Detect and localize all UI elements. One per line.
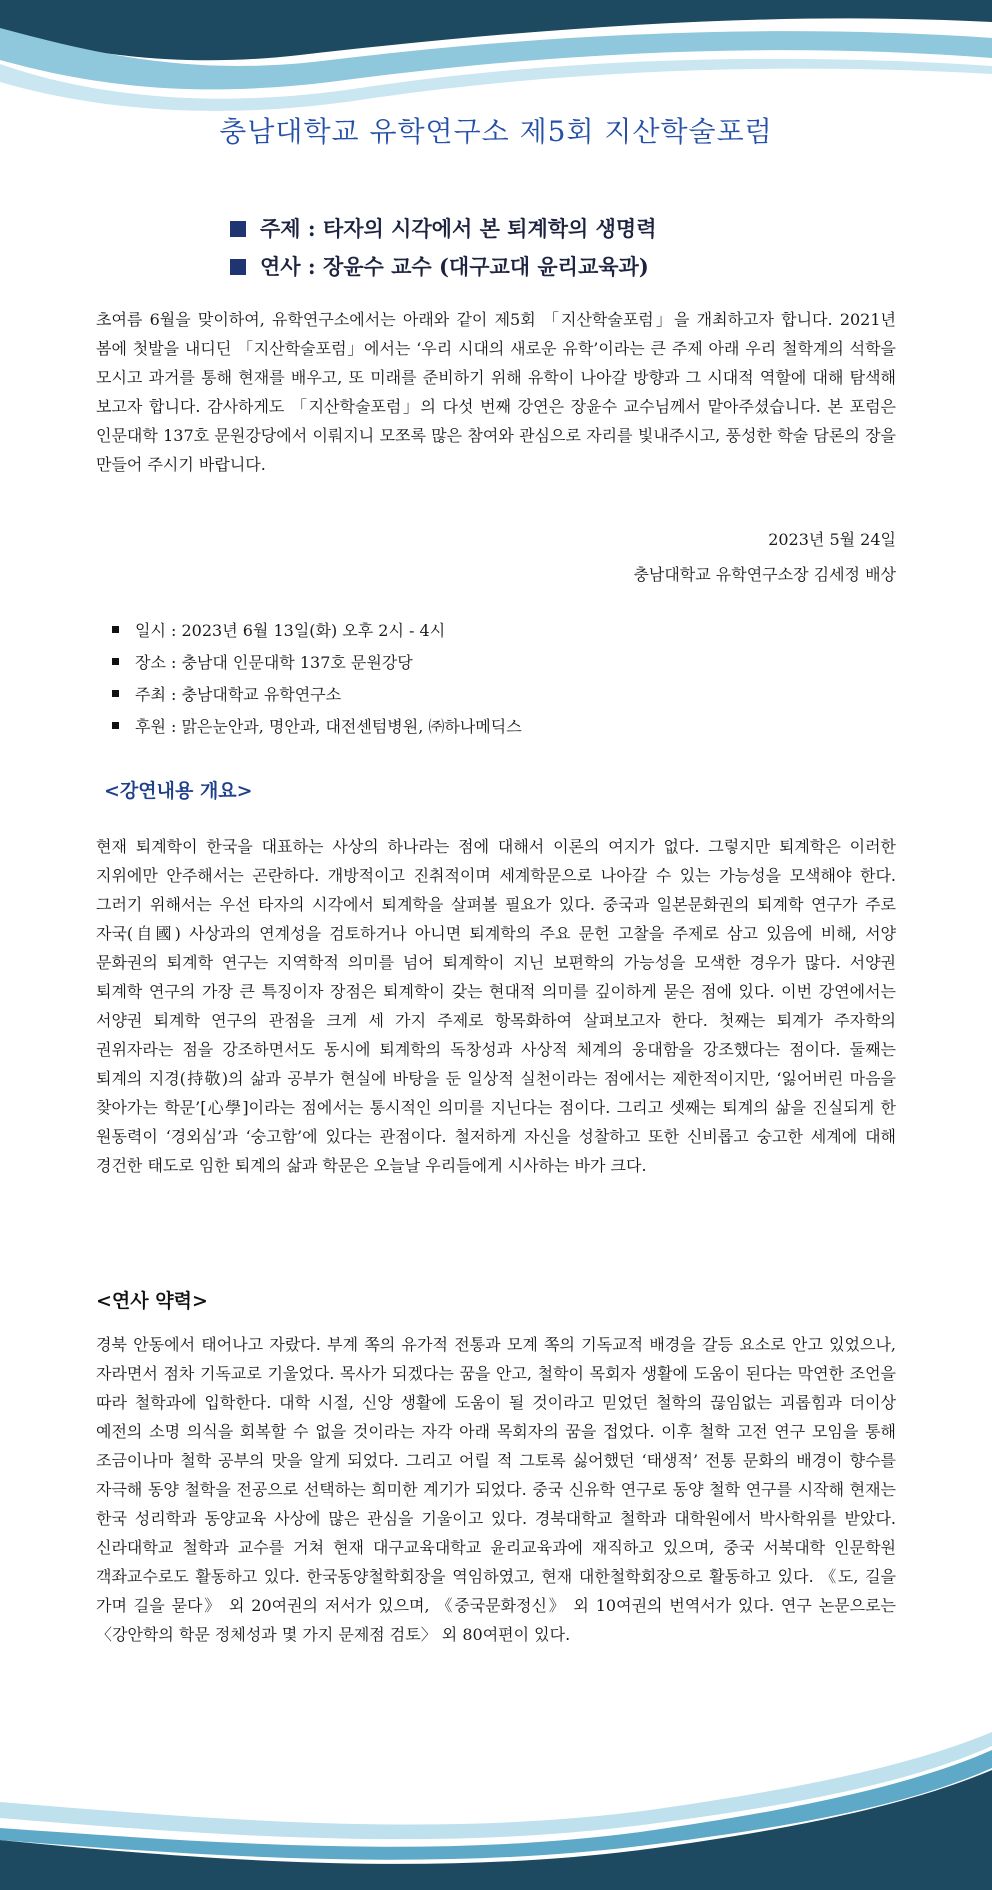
event-info-list: [112, 616, 522, 744]
bullet-icon: [112, 722, 119, 729]
list-item: 장소 : 충남대 인문대학 137호 문원강당: [112, 648, 522, 680]
topic-line: [230, 210, 656, 248]
letter-sender: 충남대학교 유학연구소장 김세정 배상: [633, 565, 896, 584]
list-item: 일시 : 2023년 6월 13일(화) 오후 2시 - 4시: [112, 616, 522, 648]
lecture-heading: <강연내용 개요>: [104, 780, 253, 802]
bullet-icon: [112, 658, 119, 665]
subject-block: [230, 210, 656, 286]
bullet-icon: [112, 690, 119, 697]
list-item: 주최 : 충남대학교 유학연구소: [112, 680, 522, 712]
speaker-text: 연사 : 장윤수 교수 (대구교대 윤리교육과): [260, 254, 649, 279]
topic-text: 주제 : 타자의 시각에서 본 퇴계학의 생명력: [260, 216, 657, 241]
square-bullet-icon: [230, 259, 246, 275]
speaker-line: [230, 248, 656, 286]
bio-paragraph: 경북 안동에서 태어나고 자랐다. 부계 쪽의 유가적 전통과 모계 쪽의 기독교적 배경을 갈등 요소로 안고 있었으나, 자라면서 점차 기독교로 기울었다. 목사가 되겠다는 꿈을 안고, 철학이 목회자 생활에 도움이 된다는 막연한 조언을 따라 철학과에 입학한다. 대학 시절, 신앙 생활에 도움이 될 것이라고 믿었던 철학의 끊임없는 괴롭힘과 더이상 예전의 소명 의식을 회복할 수 없을 것이라는 자각 아래 목회자의 꿈을 접었다. 이후 철학 고전 연구 모임을 통해 조금이나마 철학 공부의 맛을 알게 되었다. 그리고 어릴 적 그토록 싫어했던 ‘태생적’ 전통 문화의 배경이 향수를 자극해 동양 철학을 전공으로 선택하는 희미한 계기가 되었다. 중국 신유학 연구로 동양 철학 연구를 시작해 현재는 한국 성리학과 동양교육 사상에 많은 관심을 기울이고 있다. 경북대학교 철학과 대학원에서 박사학위를 받았다. 신라대학교 철학과 교수를 거쳐 현재 대구교육대학교 윤리교육과에 재직하고 있으며, 중국 서북대학 인문학원 객좌교수로도 활동하고 있다. 한국동양철학회장을 역임하였고, 현재 대한철학회장으로 활동하고 있다. 《도, 길을 가며 길을 묻다》 외 20여권의 저서가 있으며, 《중국문화정신》 외 10여권의 번역서가 있다. 연구 논문으로는 〈강안학의 학문 정체성과 몇 가지 문제점 검토〉 외 80여편이 있다.: [96, 1335, 896, 1644]
list-item: 후원 : 맑은눈안과, 명안과, 대전센텀병원, ㈜하나메딕스: [112, 712, 522, 744]
bullet-icon: [112, 626, 119, 633]
page-title: 충남대학교 유학연구소 제5회 지산학술포럼: [219, 115, 773, 148]
lecture-paragraph: 현재 퇴계학이 한국을 대표하는 사상의 하나라는 점에 대해서 이론의 여지가 없다. 그렇지만 퇴계학은 이러한 지위에만 안주해서는 곤란하다. 개방적이고 진취적이며 세계학문으로 나아갈 수 있는 가능성을 모색해야 한다. 그러기 위해서는 우선 타자의 시각에서 퇴계학을 살펴볼 필요가 있다. 중국과 일본문화권의 퇴계학 연구가 주로 자국(自國) 사상과의 연계성을 검토하거나 아니면 퇴계학의 주요 문헌 고찰을 주제로 삼고 있음에 비해, 서양 문화권의 퇴계학 연구는 지역학적 의미를 넘어 퇴계학이 지닌 보편학의 가능성을 모색한 경우가 많다. 서양권 퇴계학 연구의 가장 큰 특징이자 장점은 퇴계학이 갖는 현대적 의미를 깊이하게 묻은 점에 있다. 이번 강연에서는 서양권 퇴계학 연구의 관점을 크게 세 가지 주제로 항목화하여 살펴보고자 한다. 첫째는 퇴계가 주자학의 권위자라는 점을 강조하면서도 동시에 퇴계학의 독창성과 사상적 체계의 웅대함을 강조했다는 점이다. 둘째는 퇴계의 지경(持敬)의 삶과 공부가 현실에 바탕을 둔 일상적 실천이라는 점에서는 제한적이지만, ‘잃어버린 마음을 찾아가는 학문’[心學]이라는 점에서는 통시적인 의미를 지닌다는 점이다. 그리고 셋째는 퇴계의 삶을 진실되게 한 원동력이 ‘경외심’과 ‘숭고함’에 있다는 관점이다. 철저하게 자신을 성찰하고 또한 신비롭고 숭고한 세계에 대해 경건한 태도로 임한 퇴계의 삶과 학문은 오늘날 우리들에게 시사하는 바가 크다.: [96, 837, 896, 1175]
letter-date: 2023년 5월 24일: [768, 530, 896, 549]
square-bullet-icon: [230, 221, 246, 237]
bio-heading: <연사 약력>: [96, 1290, 208, 1312]
bottom-wave-decoration: [0, 1720, 992, 1890]
intro-paragraph: 초여름 6월을 맞이하여, 유학연구소에서는 아래와 같이 제5회 「지산학술포럼」을 개최하고자 합니다. 2021년 봄에 첫발을 내디딘 「지산학술포럼」에서는 ‘우리 시대의 새로운 유학’이라는 큰 주제 아래 우리 철학계의 석학을 모시고 과거를 통해 현재를 배우고, 또 미래를 준비하기 위해 유학이 나아갈 방향과 그 시대적 역할에 대해 탐색해 보고자 합니다. 감사하게도 「지산학술포럼」의 다섯 번째 강연은 장윤수 교수님께서 맡아주셨습니다. 본 포럼은 인문대학 137호 문원강당에서 이뤄지니 모쪼록 많은 참여와 관심으로 자리를 빛내주시고, 풍성한 학술 담론의 장을 만들어 주시기 바랍니다.: [96, 310, 896, 474]
